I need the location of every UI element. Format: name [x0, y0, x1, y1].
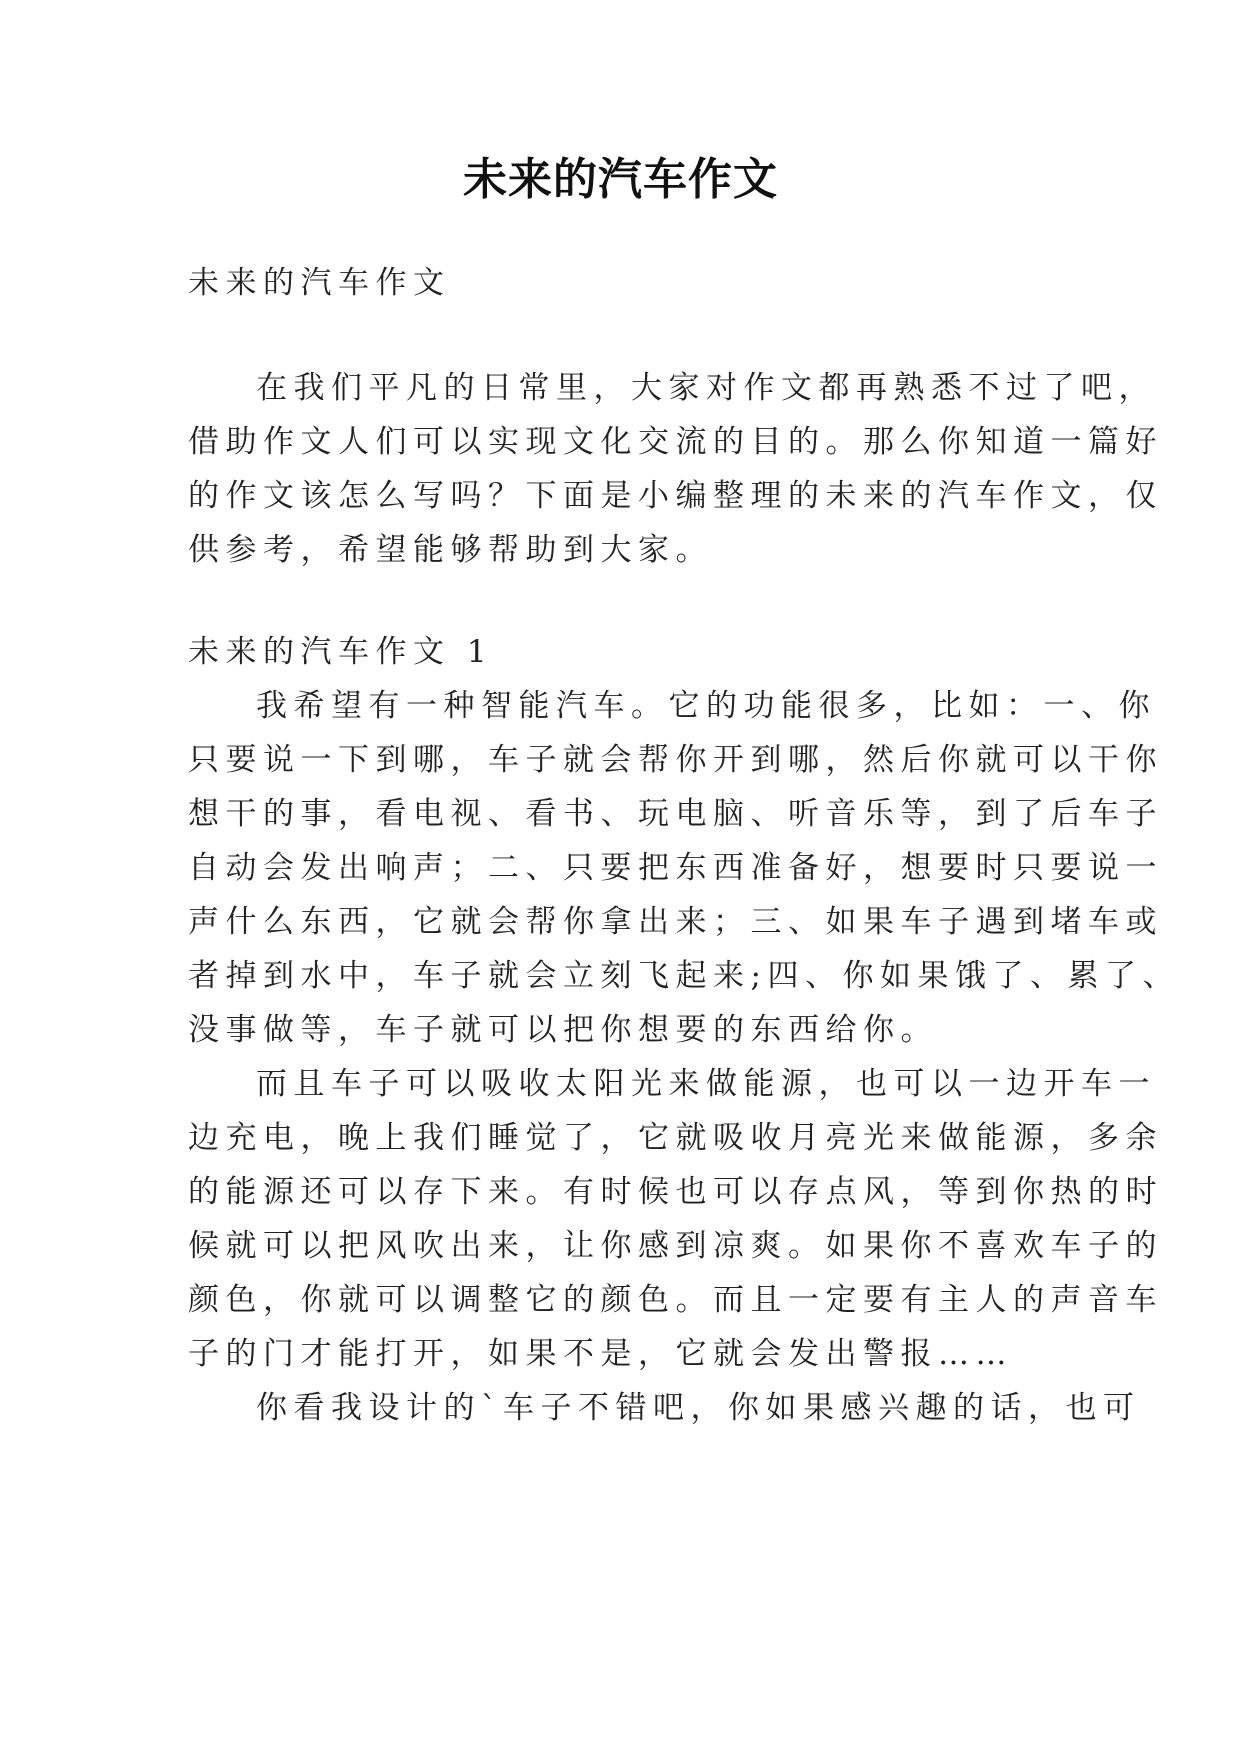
paragraph-line: 没事做等，车子就可以把你想要的东西给你。 — [188, 1012, 938, 1048]
paragraph-line: 你看我设计的`车子不错吧，你如果感兴趣的话，也可 — [256, 1390, 1141, 1426]
intro-line: 借助作文人们可以实现文化交流的目的。那么你知道一篇好 — [188, 424, 1163, 460]
paragraph-line: 的能源还可以存下来。有时候也可以存点风，等到你热的时 — [188, 1174, 1163, 1210]
paragraph-line: 声什么东西，它就会帮你拿出来；三、如果车子遇到堵车或 — [188, 904, 1163, 940]
paragraph-line: 子的门才能打开，如果不是，它就会发出警报…… — [188, 1336, 1013, 1372]
document-subtitle: 未来的汽车作文 — [188, 265, 451, 301]
paragraph-line: 者掉到水中，车子就会立刻飞起来;四、你如果饿了、累了、 — [188, 958, 1180, 994]
paragraph-line: 边充电，晚上我们睡觉了，它就吸收月亮光来做能源，多余 — [188, 1120, 1163, 1156]
intro-line: 在我们平凡的日常里，大家对作文都再熟悉不过了吧， — [256, 370, 1156, 406]
paragraph-line: 我希望有一种智能汽车。它的功能很多，比如：一、你 — [256, 688, 1156, 724]
intro-line: 的作文该怎么写吗？下面是小编整理的未来的汽车作文，仅 — [188, 478, 1163, 514]
paragraph-line: 而且车子可以吸收太阳光来做能源，也可以一边开车一 — [256, 1066, 1156, 1102]
paragraph-line: 自动会发出响声；二、只要把东西准备好，想要时只要说一 — [188, 850, 1163, 886]
paragraph-line: 候就可以把风吹出来，让你感到凉爽。如果你不喜欢车子的 — [188, 1228, 1163, 1264]
paragraph-line: 想干的事，看电视、看书、玩电脑、听音乐等，到了后车子 — [188, 796, 1163, 832]
intro-line: 供参考，希望能够帮助到大家。 — [188, 532, 713, 568]
section-heading: 未来的汽车作文 1 — [188, 634, 494, 670]
paragraph-line: 只要说一下到哪，车子就会帮你开到哪，然后你就可以干你 — [188, 742, 1163, 778]
paragraph-line: 颜色，你就可以调整它的颜色。而且一定要有主人的声音车 — [188, 1282, 1163, 1318]
document-title: 未来的汽车作文 — [463, 154, 778, 205]
